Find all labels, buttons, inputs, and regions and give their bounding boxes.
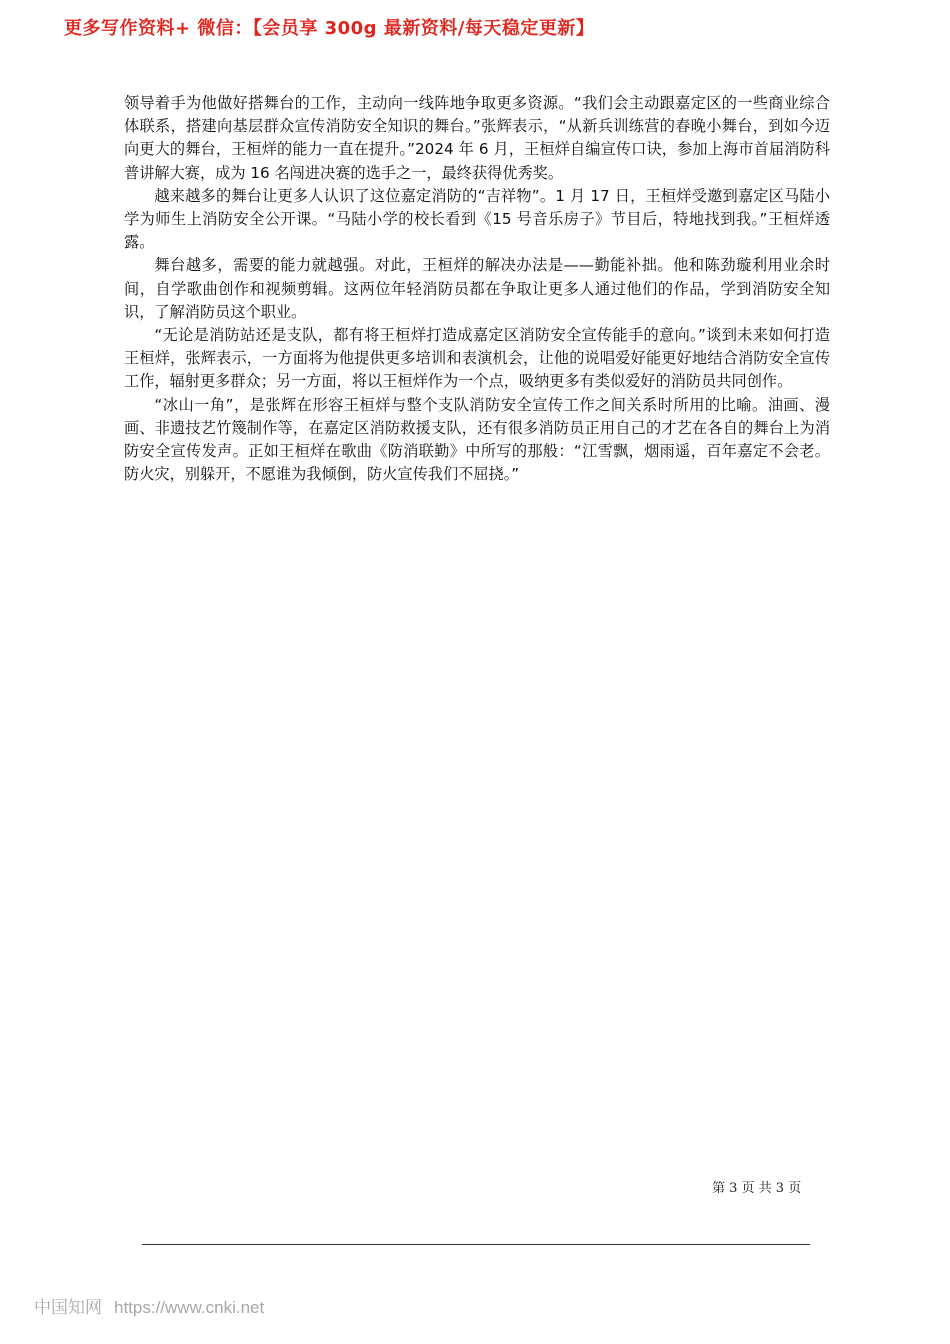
- paragraph-1: 领导着手为他做好搭舞台的工作，主动向一线阵地争取更多资源。“我们会主动跟嘉定区的一些商业综合体联系，搭建向基层群众宣传消防安全知识的舞台。”张辉表示，“从新兵训练营的春晚小舞台，到如今迈向更大的舞台，王桓烊的能力一直在提升。”2024 年 6 月，王桓烊自编宣传口诀，参加上海市首届消防科普讲解大赛，成为 16 名闯进决赛的选手之一，最终获得优秀奖。: [124, 94, 830, 182]
- page-number: 第 3 页 共 3 页: [712, 1181, 802, 1196]
- paragraph-4: “无论是消防站还是支队，都有将王桓烊打造成嘉定区消防安全宣传能手的意向。”谈到未来如何打造王桓烊，张辉表示，一方面将为他提供更多培训和表演机会，让他的说唱爱好能更好地结合消防安全宣传工作，辐射更多群众；另一方面，将以王桓烊作为一个点，吸纳更多有类似爱好的消防员共同创作。: [124, 326, 830, 391]
- watermark-site-name: 中国知网: [34, 1298, 102, 1317]
- paragraph-3: 舞台越多，需要的能力就越强。对此，王桓烊的解决办法是——勤能补拙。他和陈劲璇利用业余时间，自学歌曲创作和视频剪辑。这两位年轻消防员都在争取让更多人通过他们的作品，学到消防安全知识，了解消防员这个职业。: [124, 256, 830, 321]
- article-body: [124, 92, 830, 486]
- footer-divider: [142, 1244, 810, 1245]
- watermark-url: https://www.cnki.net: [114, 1298, 265, 1317]
- paragraph-2: 越来越多的舞台让更多人认识了这位嘉定消防的“吉祥物”。1 月 17 日，王桓烊受邀到嘉定区马陆小学为师生上消防安全公开课。“马陆小学的校长看到《15 号音乐房子》节目后，特地找到我。”王桓烊透露。: [124, 186, 830, 252]
- cnki-watermark: [34, 1293, 264, 1318]
- promo-banner: 更多写作资料+ 微信：【会员享 300g 最新资料/每天稳定更新】: [64, 18, 595, 39]
- paragraph-5: “冰山一角”，是张辉在形容王桓烊与整个支队消防安全宣传工作之间关系时所用的比喻。油画、漫画、非遗技艺竹篾制作等，在嘉定区消防救援支队，还有很多消防员正用自己的才艺在各自的舞台上为消防安全宣传发声。正如王桓烊在歌曲《防消联勤》中所写的那般：“江雪飘，烟雨遥，百年嘉定不会老。防火灾，别躲开，不愿谁为我倾倒，防火宣传我们不屈挠。”: [124, 395, 830, 484]
